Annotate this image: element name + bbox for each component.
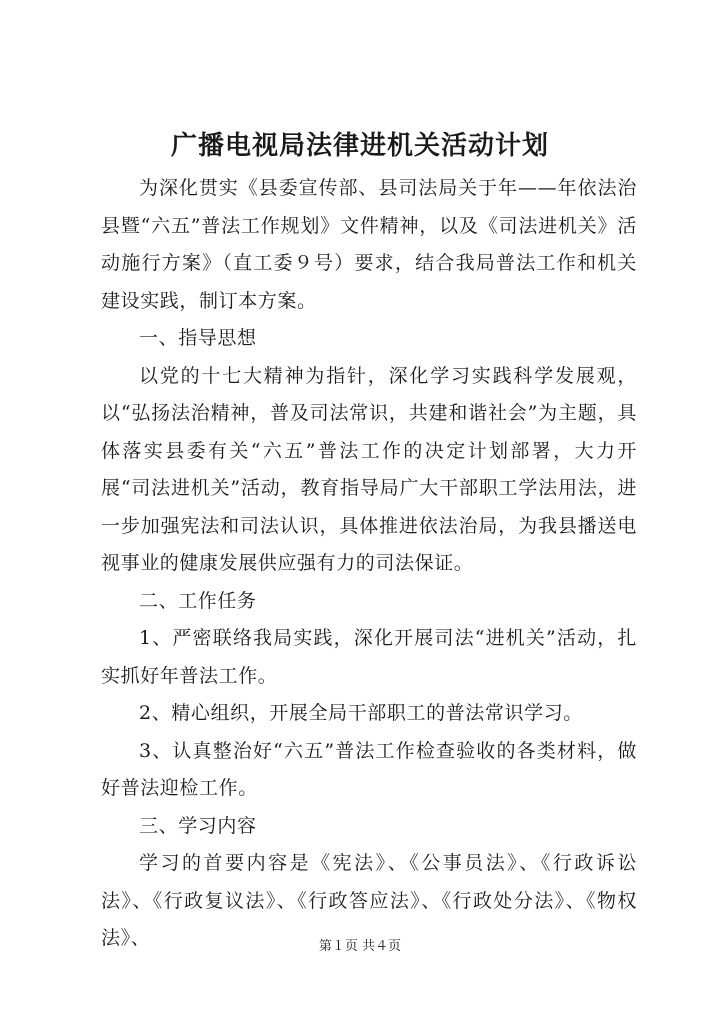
task-item-2: 2、精心组织，开展全局干部职工的普法常识学习。 [139,702,583,724]
section-heading-work-tasks: 二、工作任务 [139,589,257,612]
study-content-paragraph: 学习的首要内容是《宪法》、《公事员法》、《行政诉讼法》、《行政复议法》、《行政答应法》、《行政处分法》、《物权法》、 [101,852,637,949]
document-body [101,170,637,958]
task-item-1: 1、严密联络我局实践，深化开展司法“进机关”活动，扎实抓好年普法工作。 [101,627,637,687]
guiding-ideology-paragraph: 以党的十七大精神为指针，深化学习实践科学发展观，以“弘扬法治精神，普及司法常识，共建和谐社会”为主题，具体落实县委有关“六五”普法工作的决定计划部署，大力开展“司法进机关”活动，教育指导局广大干部职工学法用法，进一步加强宪法和司法认识，具体推进依法治局，为我县播送电视事业的健康发展供应强有力的司法保证。 [101,364,637,574]
task-item-3: 3、认真整治好“六五”普法工作检查验收的各类材料，做好普法迎检工作。 [101,739,637,799]
intro-paragraph: 为深化贯实《县委宣传部、县司法局关于年——年依法治县暨“六五”普法工作规划》文件精神，以及《司法进机关》活动施行方案》（直工委９号）要求，结合我局普法工作和机关建设实践，制订本方案。 [101,177,637,312]
document-title: 广播电视局法律进机关活动计划 [170,131,549,161]
page-footer: 第１页 共４页 [318,939,402,954]
section-heading-guiding-ideology: 一、指导思想 [139,327,257,349]
section-heading-study-content: 三、学习内容 [139,814,257,837]
